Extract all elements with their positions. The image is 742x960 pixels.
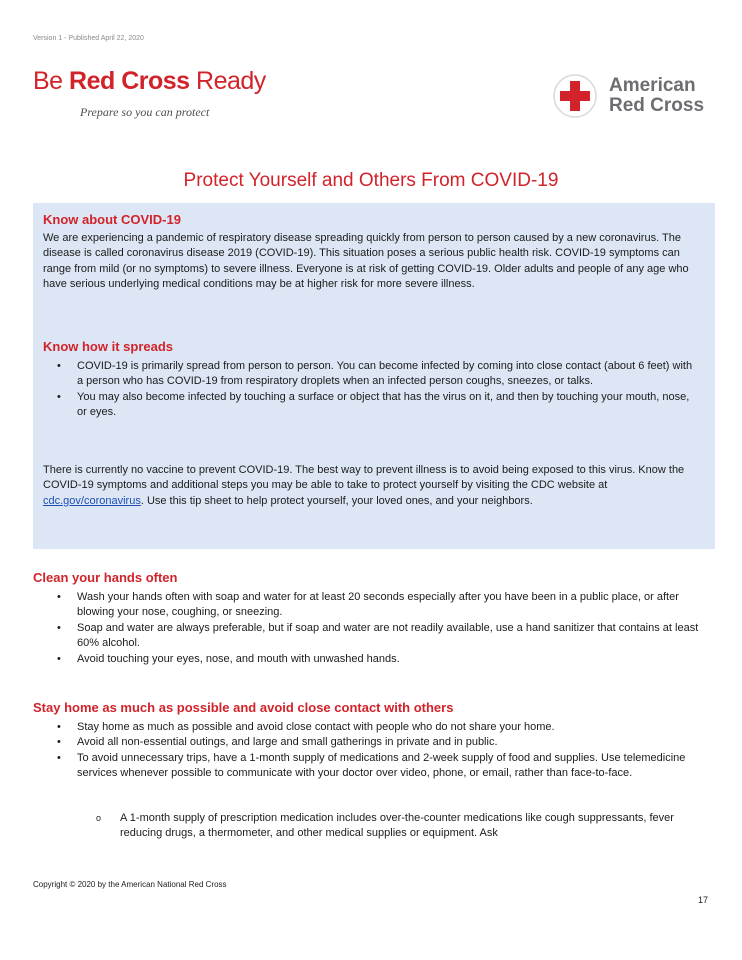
bullet-icon: • bbox=[57, 621, 61, 634]
list-item bbox=[57, 720, 707, 735]
copyright: Copyright © 2020 by the American National Red Cross bbox=[33, 880, 227, 889]
list-item-text: You may also become infected by touching a surface or object that has the virus on it, and then by touching your mouth, nose, or eyes. bbox=[77, 390, 690, 419]
list-item-text: Avoid all non-essential outings, and large and small gatherings in private and in public. bbox=[77, 736, 498, 749]
list-item bbox=[57, 735, 707, 750]
logo-line-1: American bbox=[609, 75, 696, 96]
brand-suffix: Ready bbox=[189, 67, 266, 95]
bullet-icon: • bbox=[57, 736, 61, 749]
list-item bbox=[57, 590, 707, 621]
page-title: Protect Yourself and Others From COVID-19 bbox=[183, 170, 559, 191]
stay-home-sublist bbox=[96, 811, 710, 842]
prevention-text-end: . Use this tip sheet to help protect yourself, your loved ones, and your neighbors. bbox=[140, 494, 533, 507]
stay-home-list bbox=[57, 720, 707, 782]
bullet-icon: • bbox=[57, 652, 61, 665]
brand-bold: Red Cross bbox=[69, 67, 190, 95]
list-item bbox=[57, 390, 697, 421]
logo-line-2: Red Cross bbox=[609, 95, 705, 116]
list-item-text: Avoid touching your eyes, nose, and mouth with unwashed hands. bbox=[77, 652, 400, 665]
bullet-icon: • bbox=[57, 721, 61, 733]
know-spread-list bbox=[57, 359, 697, 421]
bullet-icon: • bbox=[57, 591, 61, 603]
clean-hands-list bbox=[57, 590, 707, 667]
bullet-icon: • bbox=[57, 360, 61, 372]
bullet-icon: • bbox=[57, 390, 61, 403]
list-item bbox=[57, 621, 707, 652]
prevention-text-start: There is currently no vaccine to prevent COVID-19. The best way to prevent illness is to avoid being exposed to this virus. Know the COVID-19 symptoms and additional steps you may be able to take to protect yourself by visiting the CDC website at bbox=[43, 464, 685, 492]
list-item bbox=[57, 652, 707, 667]
brand-tagline: Prepare so you can protect bbox=[80, 105, 210, 119]
stay-home-heading: Stay home as much as possible and avoid close contact with others bbox=[33, 700, 454, 715]
red-cross-icon bbox=[553, 74, 597, 118]
page-number: 17 bbox=[698, 895, 709, 905]
list-item-text: Soap and water are always preferable, but if soap and water are not readily available, use a hand sanitizer that contains at least 60% alcohol. bbox=[77, 621, 699, 650]
bullet-icon: • bbox=[57, 751, 61, 764]
red-cross-logo bbox=[553, 72, 713, 122]
info-panel bbox=[33, 203, 715, 549]
list-item-text: Stay home as much as possible and avoid close contact with people who do not share your home. bbox=[77, 721, 555, 733]
know-about-heading: Know about COVID-19 bbox=[43, 212, 181, 227]
cdc-link[interactable]: cdc.gov/coronavirus bbox=[43, 494, 141, 507]
list-item bbox=[57, 359, 697, 390]
know-spread-heading: Know how it spreads bbox=[43, 339, 174, 354]
sub-bullet-icon: o bbox=[96, 813, 102, 823]
prevention-text bbox=[43, 463, 703, 509]
know-about-text: We are experiencing a pandemic of respiratory disease spreading quickly from person to person caused by a new coronavirus. The disease is called coronavirus disease 2019 (COVID-19). This situation poses a serious public health risk. COVID-19 symptoms can range from mild (or no symptoms) to severe illness. Everyone is at risk of getting COVID-19. Older adults and people of any age who have serious underlying medical conditions may be at higher risk for more severe illness. bbox=[43, 232, 689, 291]
brand-prefix: Be bbox=[33, 67, 70, 95]
logo-wordmark bbox=[609, 76, 704, 116]
list-item-text: COVID-19 is primarily spread from person to person. You can become infected by coming into close contact (about 6 feet) with a person who has COVID-19 from respiratory droplets when an infected person coughs, sneezes, or talks. bbox=[77, 360, 693, 388]
brand-title bbox=[33, 67, 266, 96]
list-item-text: Wash your hands often with soap and water for at least 20 seconds especially after you have been in a public place, or after blowing your nose, coughing, or sneezing. bbox=[77, 591, 679, 619]
list-item bbox=[57, 751, 707, 782]
list-item bbox=[96, 811, 710, 842]
clean-hands-heading: Clean your hands often bbox=[33, 570, 178, 585]
list-item-text: To avoid unnecessary trips, have a 1-month supply of medications and 2-week supply of food and supplies. Use telemedicine services whenever possible to communicate with your doctor over video, phone, or email, rather than face-to-face. bbox=[77, 751, 686, 780]
list-item-text: A 1-month supply of prescription medication includes over-the-counter medications like cough suppressants, fever reducing drugs, a thermometer, and other medical supplies or equipment. Ask bbox=[120, 812, 674, 840]
version-note: Version 1 - Published April 22, 2020 bbox=[33, 35, 144, 42]
